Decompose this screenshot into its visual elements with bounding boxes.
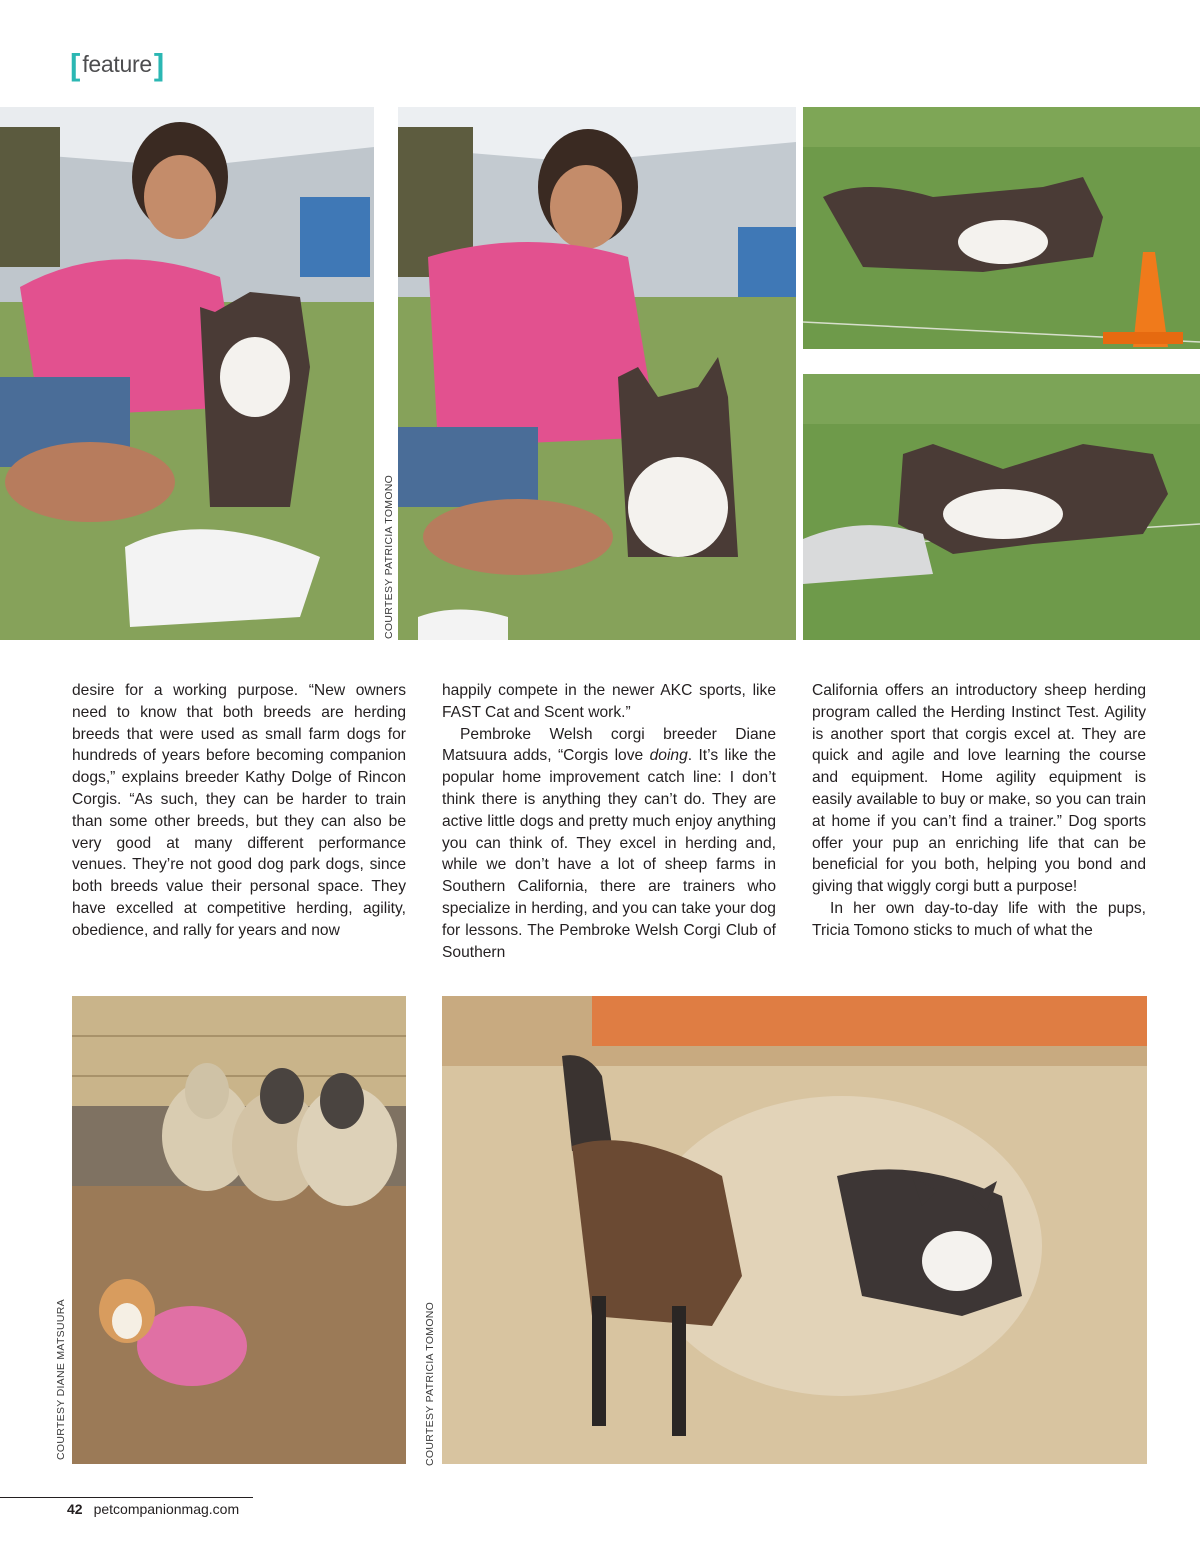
bracket-open: [ — [70, 46, 81, 82]
article-paragraph — [812, 898, 1146, 942]
page-footer — [67, 1501, 239, 1517]
text-run: desire for a working purpose. “New owners need to know that both breeds are herding breeds that were used as small farm dogs for hundreds of years before becoming companion dogs,” explains breeder Kathy Dolge of Rincon Corgis. “As such, they can be harder to train than some other breeds, but they can also be very good at many different performance venues. They’re not good dog park dogs, since both breeds value their personal space. They have excelled at competitive herding, agility, obedience, and rally for years and now — [72, 682, 406, 939]
article-paragraph — [812, 680, 1146, 898]
section-label: feature — [82, 50, 152, 77]
emphasis-text: doing — [649, 747, 688, 765]
article-paragraph — [442, 724, 776, 964]
footer-rule — [0, 1497, 253, 1498]
photo-corgi-tutu-sheep — [72, 996, 406, 1464]
photo-credit-bottom-left: COURTESY DIANE MATSUURA — [55, 1299, 67, 1460]
text-run: California offers an introductory sheep herding program called the Herding Instinct Test. Agility is another sport that corgis excel at. They are quick and agile and love learning the course and equipment. Home agility equipment is easily available to buy or make, so you can train at home if you can’t find a trainer.” Dog sports offer your pup an enriching life that can be beneficial for you both, helping you bond and giving that wiggly corgi butt a purpose! — [812, 682, 1146, 896]
photo-woman-kneeling-corgi — [383, 107, 796, 640]
section-tag — [70, 46, 164, 82]
photo-credit-top-row: COURTESY PATRICIA TOMONO — [383, 474, 395, 639]
text-run: . It’s like the popular home improvement catch line: I don’t think there is anything they can’t do. They are active little dogs and pretty much enjoy anything you can think of. They excel in herding and, while we don’t have a lot of sheep farms in Southern California, there are trainers who specialize in herding, and you can take your dog for lessons. The Pembroke Welsh Corgi Club of Southern — [442, 747, 776, 961]
article-paragraph — [442, 680, 776, 724]
website-url: petcompanionmag.com — [93, 1501, 240, 1517]
bracket-close: ] — [153, 46, 165, 82]
photo-woman-holding-corgi — [0, 107, 374, 640]
page-number: 42 — [67, 1501, 83, 1517]
photo-corgi-chasing-bag — [803, 374, 1200, 640]
text-run: Pembroke Welsh corgi breeder Diane Matsuura adds, “Corgis love — [442, 725, 776, 765]
text-column-2 — [442, 680, 776, 963]
article-paragraph — [72, 680, 406, 942]
photo-credit-bottom-right: COURTESY PATRICIA TOMONO — [424, 1301, 436, 1466]
text-column-1 — [72, 680, 406, 942]
text-run: happily compete in the newer AKC sports, like FAST Cat and Scent work.” — [442, 682, 776, 721]
text-column-3 — [812, 680, 1146, 942]
photo-corgi-running-cone — [803, 107, 1200, 349]
text-run: In her own day-to-day life with the pups, Tricia Tomono sticks to much of what the — [812, 899, 1146, 939]
photo-sheep-corgi-herding — [442, 996, 1147, 1464]
